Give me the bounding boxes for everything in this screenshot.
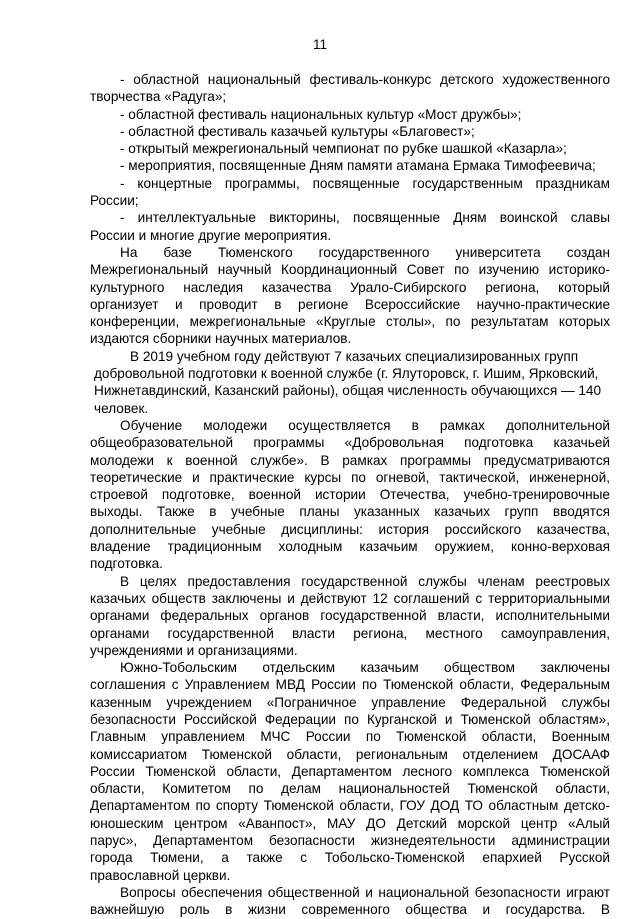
text-line: органами государственной власти региона, местного самоуправления, (90, 625, 610, 641)
text-line: подготовка. (90, 556, 163, 572)
text-line: учреждениями и организациями. (90, 642, 298, 658)
text-line: казенным учреждением «Пограничное управление Федеральной службы (90, 694, 610, 710)
text-line: культурного наследия казачества Урало-Сибирского региона, который (90, 279, 610, 295)
text-line: Департаментом по спорту Тюменской области, ГОУ ДОД ТО областным детско- (90, 798, 610, 814)
text-line: Главным управлением МЧС России по Тюменской области, Военным (90, 729, 610, 745)
text-line: - областной национальный фестиваль-конкурс детского художественного (120, 72, 610, 87)
page-number: 11 (312, 37, 328, 52)
text-line: теоретические и практические курсы по огневой, тактической, инженерной, (90, 469, 610, 485)
text-line: общеобразовательной программы «Добровольная подготовка казачьей (90, 435, 610, 451)
text-line: творчества «Радуга»; (90, 89, 227, 105)
text-line: - концертные программы, посвященные государственным праздникам (120, 175, 610, 191)
text-line: выходы. Также в учебные планы указанных казачьих групп вводятся (90, 504, 610, 520)
text-line: дополнительные учебные дисциплины: история российского казачества, (90, 521, 610, 537)
text-line: органами федеральных органов государственной власти, исполнительными (90, 608, 610, 624)
text-line: - областной фестиваль национальных культур «Мост дружбы»; (120, 106, 522, 122)
text-line: - мероприятия, посвященные Дням памяти атамана Ермака Тимофеевича; (120, 158, 596, 174)
text-line: города Тюмени, а также с Тобольско-Тюменской епархией Русской (90, 850, 610, 866)
text-line: Вопросы обеспечения общественной и национальной безопасности играют (120, 884, 610, 900)
text-line: - интеллектуальные викторины, посвященные Дням воинской славы (120, 210, 610, 226)
text-line: молодежи к военной службе». В рамках программы предусматриваются (90, 452, 610, 468)
text-line: строевой подготовке, военной истории Отечества, учебно-тренировочные (90, 487, 610, 503)
text-line: православной церкви. (90, 867, 231, 883)
text-line: России; (90, 193, 139, 209)
text-line: организует и проводит в регионе Всероссийские научно-практические (90, 296, 610, 312)
text-line: юношеским центром «Аванпост», МАУ ДО Детский морской центр «Алый (90, 815, 610, 831)
text-line: казачьих обществ заключены и действуют 12 соглашений с территориальными (90, 590, 610, 606)
text-line: соглашения с Управлением МВД России по Тюменской области, Федеральным (90, 677, 610, 693)
text-line: области, Комитетом по делам национальностей Тюменской области, (90, 781, 610, 797)
text-line: комиссариатом Тюменской области, региональным отделением ДОСААФ (90, 746, 610, 762)
document-body (90, 71, 610, 919)
text-line: - областной фестиваль казачьей культуры «Благовест»; (120, 123, 475, 139)
text-line: владение традиционным холодным казачьим оружием, конно-верховая (90, 539, 610, 555)
text-line: парус», Департаментом безопасности жизнедеятельности администрации (90, 833, 610, 849)
text-line: - открытый межрегиональный чемпионат по рубке шашкой «Казарла»; (120, 141, 567, 157)
text-line: безопасности Российской Федерации по Курганской и Тюменской областям», (90, 711, 610, 727)
text-line: На базе Тюменского государственного университета создан (120, 244, 610, 260)
text-line: Обучение молодежи осуществляется в рамках дополнительной (120, 417, 610, 433)
text-line: важнейшую роль в жизни современного общества и государства. В (90, 902, 610, 918)
text-line: России Тюменской области, Департаментом лесного комплекса Тюменской (90, 763, 610, 779)
text-line: Нижнетавдинский, Казанский районы), общая численность обучающихся — 140 (94, 383, 602, 399)
text-line: человек. (94, 400, 149, 416)
text-line: В 2019 учебном году действуют 7 казачьих специализированных групп (130, 348, 579, 364)
text-line: издаются сборники научных материалов. (90, 331, 352, 347)
text-line: Южно-Тобольским отдельским казачьим обществом заключены (120, 660, 610, 676)
text-line: Межрегиональный научный Координационный Совет по изучению историко- (90, 262, 610, 278)
text-line: России и многие другие мероприятия. (90, 227, 332, 243)
text-line: добровольной подготовки к военной службе (г. Ялуторовск, г. Ишим, Ярковский, (94, 366, 599, 382)
text-line: конференции, межрегиональные «Круглые столы», по результатам которых (90, 314, 610, 330)
text-line: В целях предоставления государственной службы членам реестровых (120, 573, 610, 589)
